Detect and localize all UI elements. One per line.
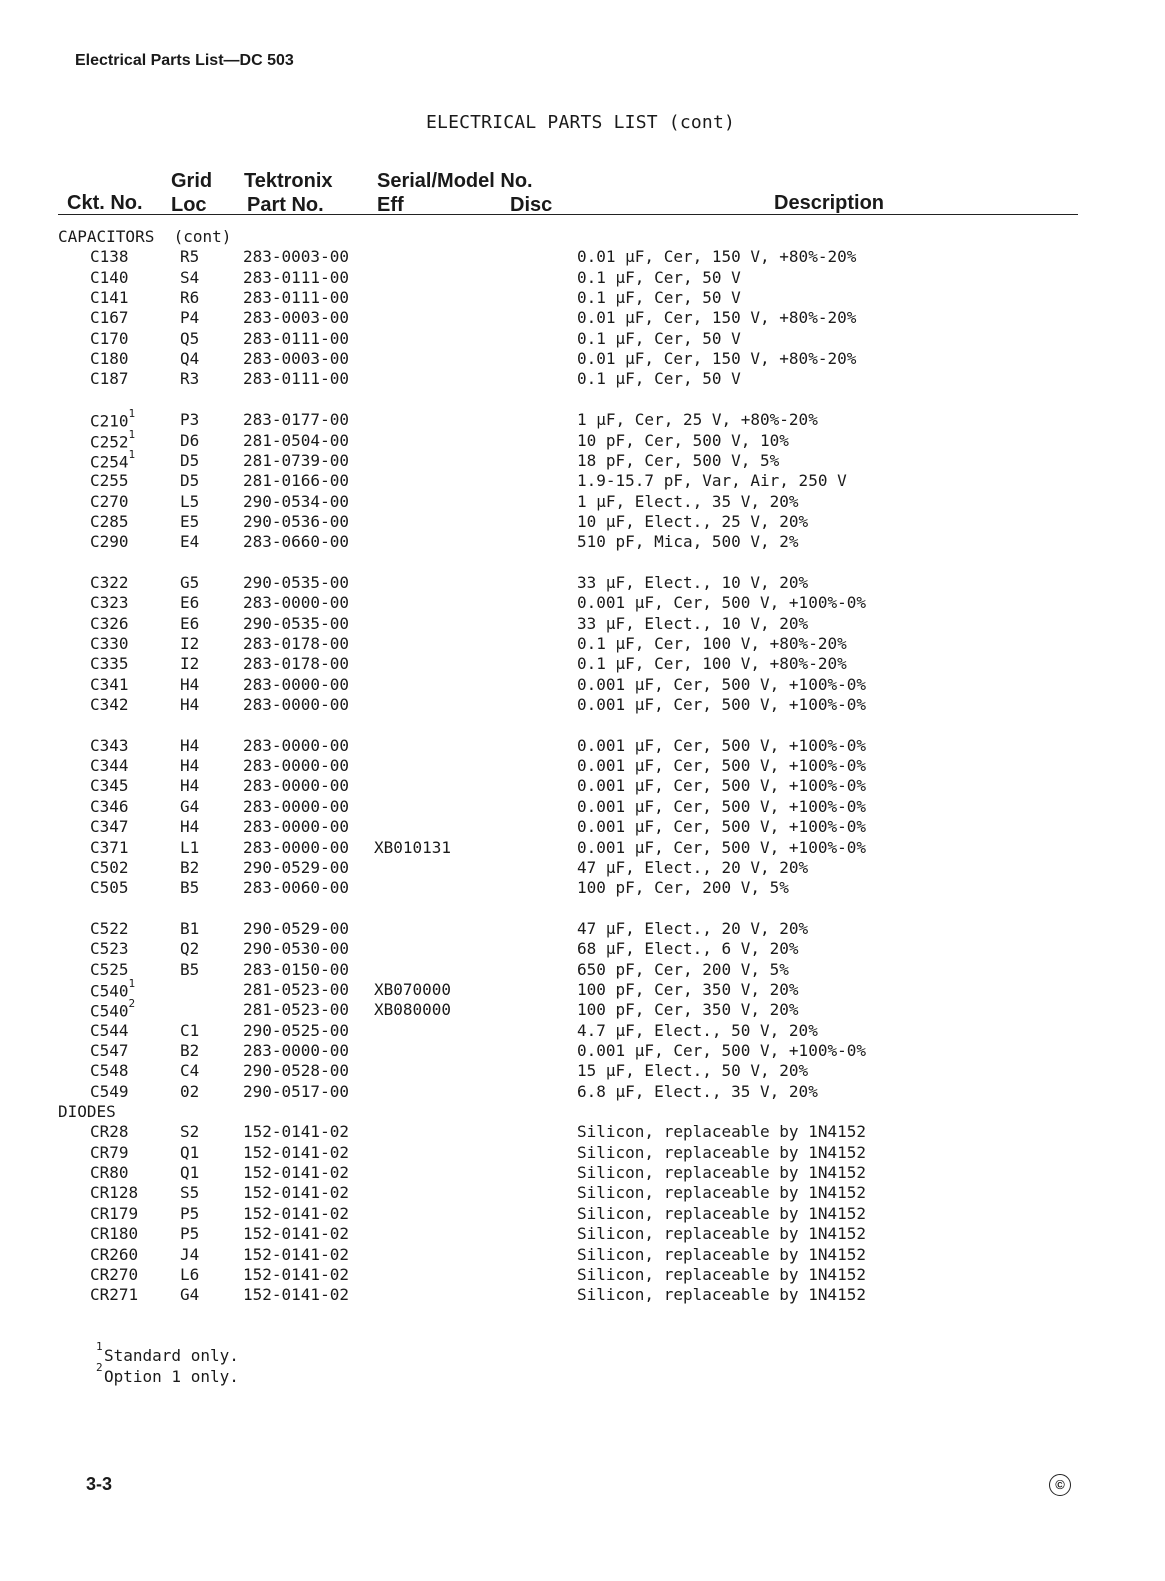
- page-number: 3-3: [86, 1474, 113, 1494]
- table-row: [0, 1285, 1165, 1305]
- description: 1 µF, Elect., 35 V, 20%: [577, 491, 799, 511]
- table-row: [0, 1183, 1165, 1203]
- part-no: 283-0003-00: [243, 308, 349, 328]
- part-no: 152-0141-02: [243, 1142, 349, 1162]
- col-tek-top: Tektronix: [244, 170, 333, 192]
- table-row: [0, 817, 1165, 837]
- ckt-no: C549: [90, 1081, 129, 1101]
- footnote-text: Option 1 only.: [104, 1367, 239, 1386]
- ckt-no: C343: [90, 735, 129, 755]
- ckt-no: C180: [90, 349, 129, 369]
- grid-loc: R3: [180, 369, 200, 389]
- table-row: [0, 976, 1165, 1001]
- footnote-ref: 2: [128, 997, 136, 1011]
- part-no: 152-0141-02: [243, 1203, 349, 1223]
- ckt-no: CR28: [90, 1122, 129, 1142]
- col-ckt-no: Ckt. No.: [67, 192, 143, 214]
- part-no: 283-0000-00: [243, 796, 349, 816]
- table-row: [0, 695, 1165, 715]
- table-row: [0, 1143, 1165, 1163]
- part-no: 152-0141-02: [243, 1244, 349, 1264]
- table-row: [0, 736, 1165, 756]
- part-no: 290-0535-00: [243, 572, 349, 592]
- table-row: [0, 1021, 1165, 1041]
- part-no: 283-0000-00: [243, 593, 349, 613]
- grid-loc: C4: [180, 1061, 200, 1081]
- footnote-text: Standard only.: [104, 1346, 239, 1365]
- ckt-no: C167: [90, 308, 129, 328]
- serial-eff: XB010131: [374, 837, 452, 857]
- table-row: [0, 675, 1165, 695]
- part-no: 283-0660-00: [243, 532, 349, 552]
- description: 33 µF, Elect., 10 V, 20%: [577, 613, 809, 633]
- grid-loc: Q1: [180, 1142, 200, 1162]
- grid-loc: H4: [180, 735, 200, 755]
- description: 0.1 µF, Cer, 50 V: [577, 369, 741, 389]
- ckt-no: C322: [90, 572, 129, 592]
- table-row: [0, 329, 1165, 349]
- description: 18 pF, Cer, 500 V, 5%: [577, 450, 780, 470]
- grid-loc: D6: [180, 430, 200, 450]
- ckt-no: C323: [90, 593, 129, 613]
- grid-loc: H4: [180, 776, 200, 796]
- table-row: [0, 858, 1165, 878]
- ckt-no: C548: [90, 1061, 129, 1081]
- table-row: [0, 1041, 1165, 1061]
- part-no: 290-0536-00: [243, 511, 349, 531]
- ckt-no: C547: [90, 1041, 129, 1060]
- grid-loc: H4: [180, 817, 200, 837]
- col-disc: Disc: [510, 194, 553, 216]
- part-no: 283-0111-00: [243, 369, 349, 389]
- grid-loc: B5: [180, 878, 200, 898]
- ckt-no: C371: [90, 837, 129, 857]
- table-row: [0, 1122, 1165, 1142]
- part-no: 283-0003-00: [243, 349, 349, 369]
- col-description: Description: [774, 192, 885, 214]
- table-row: [0, 1082, 1165, 1102]
- table-row: [0, 349, 1165, 369]
- part-no: 290-0535-00: [243, 613, 349, 633]
- part-no: 290-0525-00: [243, 1020, 349, 1040]
- footnote-line: [96, 1361, 239, 1386]
- part-no: 283-0000-00: [243, 674, 349, 694]
- col-serial-top: Serial/Model No.: [377, 170, 533, 192]
- grid-loc: L6: [180, 1264, 200, 1284]
- grid-loc: Q1: [180, 1163, 200, 1183]
- table-row: [0, 838, 1165, 858]
- description: 510 pF, Mica, 500 V, 2%: [577, 532, 799, 552]
- ckt-no: C187: [90, 369, 129, 389]
- ckt-no: C544: [90, 1020, 129, 1040]
- description: 0.01 µF, Cer, 150 V, +80%-20%: [577, 247, 857, 267]
- ckt-no: CR79: [90, 1142, 129, 1162]
- grid-loc: H4: [180, 674, 200, 694]
- description: 100 pF, Cer, 350 V, 20%: [577, 979, 799, 999]
- description: 100 pF, Cer, 200 V, 5%: [577, 878, 789, 898]
- table-row: [0, 532, 1165, 552]
- grid-loc: Q2: [180, 939, 200, 959]
- ckt-no: C140: [90, 267, 129, 287]
- copyright-icon: ©: [1049, 1474, 1071, 1496]
- col-grid-bottom: Loc: [171, 194, 207, 216]
- table-row: [0, 1265, 1165, 1285]
- table-row: [0, 654, 1165, 674]
- description: 47 µF, Elect., 20 V, 20%: [577, 918, 809, 938]
- table-row: [0, 756, 1165, 776]
- footnote-ref: 1: [128, 976, 136, 990]
- description: 47 µF, Elect., 20 V, 20%: [577, 857, 809, 877]
- table-row: [0, 1245, 1165, 1265]
- part-no: 281-0504-00: [243, 430, 349, 450]
- table-row: [0, 634, 1165, 654]
- grid-loc: P3: [180, 410, 200, 430]
- ckt-no: CR271: [90, 1285, 139, 1305]
- part-no: 283-0000-00: [243, 695, 349, 715]
- part-no: 283-0178-00: [243, 654, 349, 674]
- grid-loc: E5: [180, 511, 200, 531]
- grid-loc: H4: [180, 695, 200, 715]
- ckt-no: CR179: [90, 1203, 139, 1223]
- table-row: [0, 407, 1165, 431]
- footnote-ref: 1: [128, 447, 136, 461]
- table-row: [0, 614, 1165, 634]
- grid-loc: B2: [180, 857, 200, 877]
- table-row: [0, 960, 1165, 980]
- table-row: [0, 1204, 1165, 1224]
- ckt-no: C540$^1$: [90, 976, 136, 1001]
- description: 0.001 µF, Cer, 500 V, +100%-0%: [577, 674, 866, 694]
- grid-loc: Q4: [180, 349, 200, 369]
- grid-loc: G4: [180, 796, 200, 816]
- description: 1 µF, Cer, 25 V, +80%-20%: [577, 410, 818, 430]
- ckt-no: CR260: [90, 1244, 139, 1264]
- description: 0.001 µF, Cer, 500 V, +100%-0%: [577, 735, 866, 755]
- grid-loc: P5: [180, 1203, 200, 1223]
- description: 0.001 µF, Cer, 500 V, +100%-0%: [577, 756, 866, 776]
- description: 10 µF, Elect., 25 V, 20%: [577, 511, 809, 531]
- part-no: 152-0141-02: [243, 1264, 349, 1284]
- part-no: 152-0141-02: [243, 1163, 349, 1183]
- grid-loc: E4: [180, 532, 200, 552]
- description: Silicon, replaceable by 1N4152: [577, 1142, 866, 1162]
- page-title: ELECTRICAL PARTS LIST (cont): [426, 112, 736, 133]
- ckt-no: C138: [90, 247, 129, 267]
- grid-loc: C1: [180, 1020, 200, 1040]
- table-row: [0, 447, 1165, 472]
- part-no: 281-0523-00: [243, 979, 349, 999]
- part-no: 290-0530-00: [243, 939, 349, 959]
- description: Silicon, replaceable by 1N4152: [577, 1163, 866, 1183]
- footnote-mark: 1: [96, 1340, 103, 1353]
- part-no: 290-0529-00: [243, 918, 349, 938]
- description: 0.001 µF, Cer, 500 V, +100%-0%: [577, 593, 866, 613]
- table-row: [0, 776, 1165, 796]
- table-row: [0, 288, 1165, 308]
- part-no: 290-0529-00: [243, 857, 349, 877]
- grid-loc: R5: [180, 247, 200, 267]
- description: Silicon, replaceable by 1N4152: [577, 1264, 866, 1284]
- ckt-no: C347: [90, 817, 129, 837]
- grid-loc: B1: [180, 918, 200, 938]
- part-no: 290-0534-00: [243, 491, 349, 511]
- description: 68 µF, Elect., 6 V, 20%: [577, 939, 799, 959]
- ckt-no: C330: [90, 634, 129, 653]
- table-row: [0, 512, 1165, 532]
- grid-loc: G5: [180, 572, 200, 592]
- description: 6.8 µF, Elect., 35 V, 20%: [577, 1081, 818, 1101]
- part-no: 290-0528-00: [243, 1061, 349, 1081]
- description: 15 µF, Elect., 50 V, 20%: [577, 1061, 809, 1081]
- grid-loc: L5: [180, 491, 200, 511]
- part-no: 281-0739-00: [243, 450, 349, 470]
- ckt-no: C346: [90, 796, 129, 816]
- table-row: [0, 878, 1165, 898]
- footnote-mark: 2: [96, 1361, 103, 1374]
- ckt-no: C255: [90, 471, 129, 491]
- ckt-no: C254$^1$: [90, 447, 136, 472]
- part-no: 283-0111-00: [243, 267, 349, 287]
- footnote-line: [96, 1340, 239, 1365]
- description: 0.1 µF, Cer, 50 V: [577, 267, 741, 287]
- part-no: 290-0517-00: [243, 1081, 349, 1101]
- description: 0.001 µF, Cer, 500 V, +100%-0%: [577, 695, 866, 715]
- ckt-no: C141: [90, 288, 129, 308]
- grid-loc: I2: [180, 634, 200, 653]
- description: Silicon, replaceable by 1N4152: [577, 1122, 866, 1142]
- part-no: 283-0111-00: [243, 328, 349, 348]
- ckt-no: C502: [90, 857, 129, 877]
- ckt-no: C525: [90, 959, 129, 979]
- part-no: 283-0000-00: [243, 817, 349, 837]
- serial-eff: XB080000: [374, 1000, 452, 1020]
- grid-loc: D5: [180, 471, 200, 491]
- grid-loc: B2: [180, 1041, 200, 1060]
- description: 0.01 µF, Cer, 150 V, +80%-20%: [577, 349, 857, 369]
- grid-loc: 02: [180, 1081, 200, 1101]
- part-no: 283-0000-00: [243, 1041, 349, 1060]
- ckt-no: C285: [90, 511, 129, 531]
- description: 0.001 µF, Cer, 500 V, +100%-0%: [577, 1041, 866, 1060]
- table-row: [0, 593, 1165, 613]
- description: 0.001 µF, Cer, 500 V, +100%-0%: [577, 817, 866, 837]
- description: Silicon, replaceable by 1N4152: [577, 1244, 866, 1264]
- part-no: 283-0000-00: [243, 837, 349, 857]
- ckt-no: CR128: [90, 1183, 139, 1203]
- ckt-no: C540$^2$: [90, 997, 136, 1021]
- ckt-no: CR180: [90, 1224, 139, 1244]
- table-row: [0, 492, 1165, 512]
- ckt-no: C341: [90, 674, 129, 694]
- ckt-no: CR270: [90, 1264, 139, 1284]
- table-row: [0, 1061, 1165, 1081]
- grid-loc: E6: [180, 593, 200, 613]
- page-header: Electrical Parts List—DC 503: [75, 52, 294, 69]
- table-row: [0, 268, 1165, 288]
- ckt-no: C270: [90, 491, 129, 511]
- part-no: 283-0060-00: [243, 878, 349, 898]
- ckt-no: C344: [90, 756, 129, 776]
- ckt-no: C252$^1$: [90, 427, 136, 451]
- section-label: CAPACITORS (cont): [58, 227, 232, 246]
- grid-loc: S2: [180, 1122, 200, 1142]
- table-row: [0, 471, 1165, 491]
- description: 100 pF, Cer, 350 V, 20%: [577, 1000, 799, 1020]
- part-no: 152-0141-02: [243, 1183, 349, 1203]
- part-no: 283-0178-00: [243, 634, 349, 653]
- ckt-no: C210$^1$: [90, 407, 136, 431]
- part-no: 152-0141-02: [243, 1285, 349, 1305]
- part-no: 283-0003-00: [243, 247, 349, 267]
- grid-loc: R6: [180, 288, 200, 308]
- grid-loc: P4: [180, 308, 200, 328]
- description: 33 µF, Elect., 10 V, 20%: [577, 572, 809, 592]
- description: Silicon, replaceable by 1N4152: [577, 1285, 866, 1305]
- grid-loc: S5: [180, 1183, 200, 1203]
- grid-loc: I2: [180, 654, 200, 674]
- col-tek-bottom: Part No.: [247, 194, 324, 216]
- ckt-no: C523: [90, 939, 129, 959]
- ckt-no: C505: [90, 878, 129, 898]
- description: Silicon, replaceable by 1N4152: [577, 1183, 866, 1203]
- table-row: [0, 797, 1165, 817]
- ckt-no: C290: [90, 532, 129, 552]
- grid-loc: H4: [180, 756, 200, 776]
- description: Silicon, replaceable by 1N4152: [577, 1224, 866, 1244]
- col-eff: Eff: [377, 194, 404, 216]
- part-no: 281-0523-00: [243, 1000, 349, 1020]
- grid-loc: J4: [180, 1244, 200, 1264]
- header-rule: [58, 214, 1078, 215]
- part-no: 283-0000-00: [243, 776, 349, 796]
- part-no: 283-0150-00: [243, 959, 349, 979]
- ckt-no: C326: [90, 613, 129, 633]
- description: Silicon, replaceable by 1N4152: [577, 1203, 866, 1223]
- description: 0.1 µF, Cer, 50 V: [577, 328, 741, 348]
- description: 10 pF, Cer, 500 V, 10%: [577, 430, 789, 450]
- table-row: [0, 427, 1165, 451]
- grid-loc: Q5: [180, 328, 200, 348]
- part-no: 152-0141-02: [243, 1122, 349, 1142]
- description: 650 pF, Cer, 200 V, 5%: [577, 959, 789, 979]
- grid-loc: L1: [180, 837, 200, 857]
- grid-loc: G4: [180, 1285, 200, 1305]
- footnote-ref: 1: [128, 407, 136, 421]
- description: 0.1 µF, Cer, 50 V: [577, 288, 741, 308]
- table-row: [0, 308, 1165, 328]
- ckt-no: C342: [90, 695, 129, 715]
- section-label: DIODES: [58, 1102, 116, 1122]
- table-row: [0, 1224, 1165, 1244]
- description: 0.001 µF, Cer, 500 V, +100%-0%: [577, 776, 866, 796]
- description: 0.001 µF, Cer, 500 V, +100%-0%: [577, 837, 866, 857]
- description: 0.001 µF, Cer, 500 V, +100%-0%: [577, 796, 866, 816]
- col-grid-top: Grid: [171, 170, 213, 192]
- column-headers: [0, 166, 1165, 216]
- ckt-no: C522: [90, 918, 129, 938]
- grid-loc: S4: [180, 267, 200, 287]
- description: 0.1 µF, Cer, 100 V, +80%-20%: [577, 654, 847, 674]
- table-row: [0, 573, 1165, 593]
- ckt-no: C170: [90, 328, 129, 348]
- table-row: [0, 939, 1165, 959]
- grid-loc: E6: [180, 613, 200, 633]
- description: 1.9-15.7 pF, Var, Air, 250 V: [577, 471, 847, 491]
- part-no: 283-0111-00: [243, 288, 349, 308]
- ckt-no: CR80: [90, 1163, 129, 1183]
- table-row: [0, 369, 1165, 389]
- grid-loc: D5: [180, 450, 200, 470]
- table-row: [0, 247, 1165, 267]
- part-no: 152-0141-02: [243, 1224, 349, 1244]
- part-no: 283-0000-00: [243, 756, 349, 776]
- ckt-no: C335: [90, 654, 129, 674]
- ckt-no: C345: [90, 776, 129, 796]
- serial-eff: XB070000: [374, 979, 452, 999]
- description: 4.7 µF, Elect., 50 V, 20%: [577, 1020, 818, 1040]
- table-row: [0, 1163, 1165, 1183]
- grid-loc: B5: [180, 959, 200, 979]
- part-no: 281-0166-00: [243, 471, 349, 491]
- table-row: [0, 997, 1165, 1021]
- part-no: 283-0177-00: [243, 410, 349, 430]
- footnote-ref: 1: [128, 427, 136, 441]
- description: 0.1 µF, Cer, 100 V, +80%-20%: [577, 634, 847, 653]
- table-row: [0, 919, 1165, 939]
- description: 0.01 µF, Cer, 150 V, +80%-20%: [577, 308, 857, 328]
- part-no: 283-0000-00: [243, 735, 349, 755]
- grid-loc: P5: [180, 1224, 200, 1244]
